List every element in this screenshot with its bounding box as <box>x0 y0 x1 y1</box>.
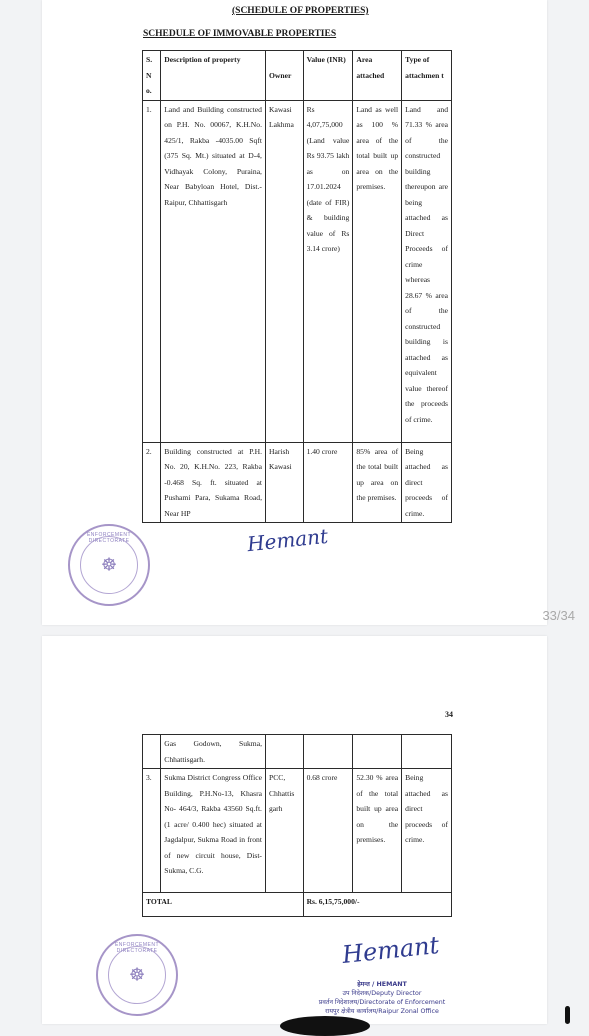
officer-designation: उप निदेशक/Deputy Director <box>342 990 422 997</box>
table-row <box>143 769 452 893</box>
row-owner: Kawasi Lakhma <box>265 100 303 442</box>
page-counter: 33/34 <box>542 608 575 623</box>
row-sno: 3. <box>143 769 161 893</box>
row-sno: 1. <box>143 100 161 442</box>
row-area: 52.30 % area of the total built up area on the premises. <box>353 769 402 893</box>
officer-name: हेमन्त / HEMANT <box>357 981 407 988</box>
total-value: Rs. 6,15,75,000/- <box>303 893 451 917</box>
row-type: Being attached as direct proceeds of crime. <box>402 769 452 893</box>
enforcement-directorate-seal: ☸ ENFORCEMENT DIRECTORATE <box>68 524 150 606</box>
row-type <box>402 735 452 769</box>
total-label: TOTAL <box>143 893 304 917</box>
officer-signature: Hemant <box>245 523 330 557</box>
row-owner: Harish Kawasi <box>265 442 303 523</box>
total-row <box>143 893 452 917</box>
officer-designation-stamp <box>312 980 452 1016</box>
emblem-icon: ☸ <box>100 554 118 575</box>
header-area: Area attached <box>353 51 402 101</box>
header-value: Value (INR) <box>303 51 353 101</box>
header-type: Type of attachmen t <box>402 51 452 101</box>
header-sno: S. N o. <box>143 51 161 101</box>
row-value: 1.40 crore <box>303 442 353 523</box>
table-header-row <box>143 51 452 101</box>
row-value: Rs 4,07,75,000 (Land value Rs 93.75 lakh as on 17.01.2024 (date of FIR) & building value of Rs 3.14 crore) <box>303 100 353 442</box>
row-area: Land as well as 100 % area of the total built up area on the premises. <box>353 100 402 442</box>
table-row <box>143 100 452 442</box>
property-schedule-table <box>142 50 452 523</box>
page-number: 34 <box>445 710 453 719</box>
row-description: Sukma District Congress Office Building, P.H.No-13, Khasra No- 464/3, Rakba 43560 Sq.ft. (1 acre/ 0.400 hec) situated at Jagdalpur, Sukma Road in front of new circuit house, Dist- Sukma, C.G. <box>161 769 266 893</box>
header-description: Description of property <box>161 51 266 101</box>
row-value <box>303 735 353 769</box>
officer-directorate: प्रवर्तन निदेशालय/Directorate of Enforcement <box>318 999 446 1006</box>
finger-shadow <box>280 1016 370 1036</box>
row-value: 0.68 crore <box>303 769 353 893</box>
row-description: Building constructed at P.H. No. 20, K.H.No. 223, Rakba -0.468 Sq. ft. situated at Pushami Para, Sukama Road, Near HP <box>161 442 266 523</box>
officer-office: रायपुर क्षेत्रीय कार्यालय/Raipur Zonal Office <box>325 1008 439 1015</box>
row-area <box>353 735 402 769</box>
emblem-icon: ☸ <box>128 964 146 985</box>
row-owner: PCC, Chhattis garh <box>265 769 303 893</box>
property-schedule-table-continued <box>142 734 452 917</box>
table-row <box>143 735 452 769</box>
row-type: Land and 71.33 % area of the constructed building thereupon are being attached as Direct Proceeds of crime whereas 28.67 % area of the constructed building is attached as equivalent value thereof the proceeds of crime. <box>402 100 452 442</box>
row-sno: 2. <box>143 442 161 523</box>
enforcement-directorate-seal: ☸ ENFORCEMENT DIRECTORATE <box>96 934 178 1016</box>
row-sno <box>143 735 161 769</box>
row-area: 85% area of the total built up area on the premises. <box>353 442 402 523</box>
row-description: Gas Godown, Sukma, Chhattisgarh. <box>161 735 266 769</box>
row-owner <box>265 735 303 769</box>
scrollbar-thumb[interactable] <box>565 1006 570 1024</box>
schedule-title: (SCHEDULE OF PROPERTIES) <box>232 6 369 16</box>
table-row <box>143 442 452 523</box>
officer-signature: Hemant <box>340 930 441 970</box>
row-description: Land and Building constructed on P.H. No. 00067, K.H.No. 425/1, Rakba -4035.00 Sqft (375 Sq. Mt.) situated at D-4, Vidhayak Colony, Puraina, Near Babyloan Hotel, Dist.- Raipur, Chhattisgarh <box>161 100 266 442</box>
schedule-subtitle: SCHEDULE OF IMMOVABLE PROPERTIES <box>143 29 337 39</box>
document-page-34 <box>42 636 547 1024</box>
header-owner: Owner <box>265 51 303 101</box>
document-page-33 <box>42 0 547 625</box>
row-type: Being attached as direct proceeds of crime. <box>402 442 452 523</box>
